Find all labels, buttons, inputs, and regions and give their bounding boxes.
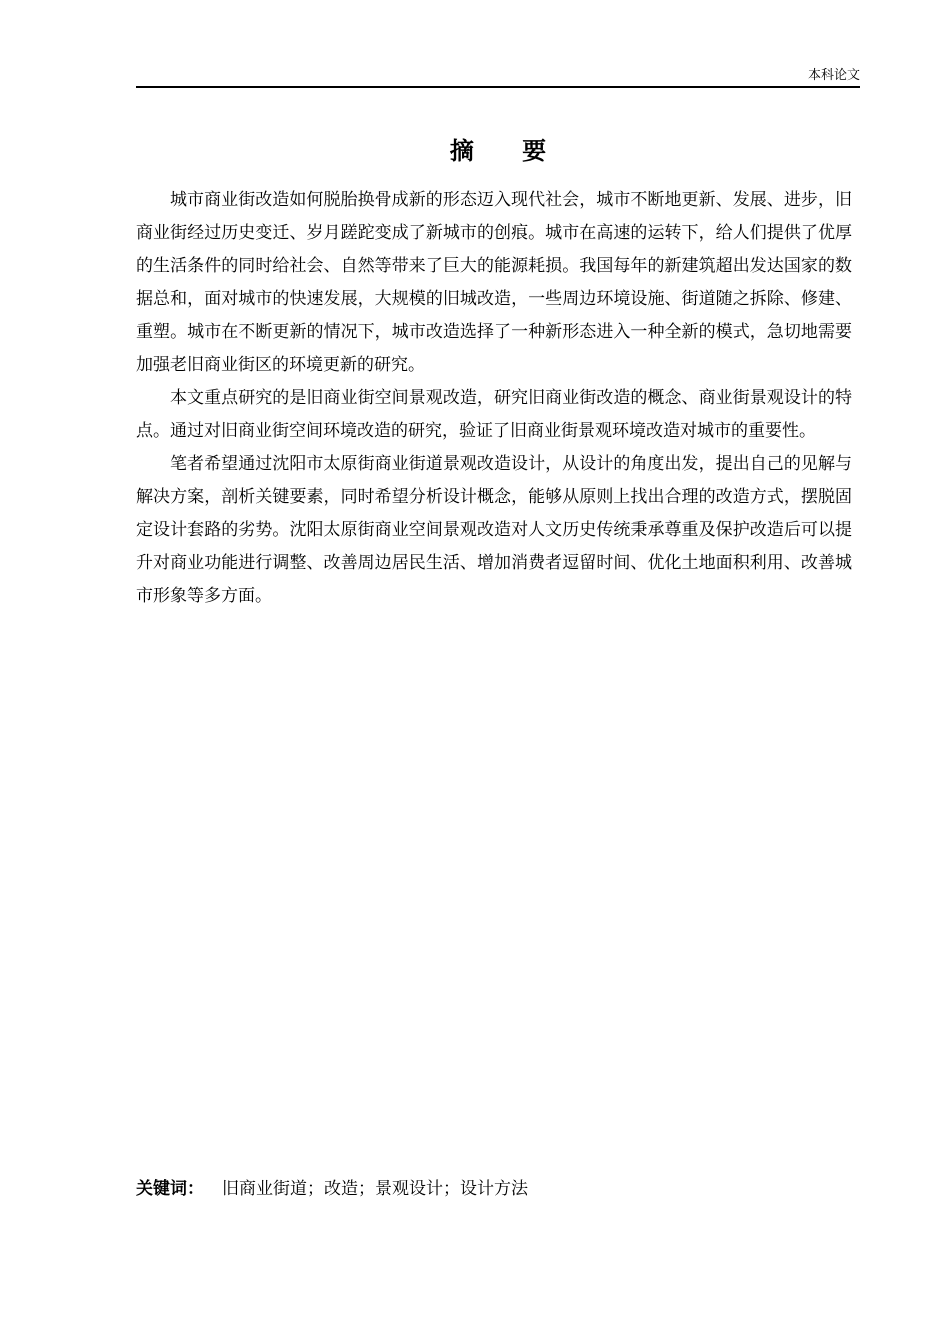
abstract-paragraph-1: 城市商业街改造如何脱胎换骨成新的形态迈入现代社会，城市不断地更新、发展、进步，旧商业街经过历史变迁、岁月蹉跎变成了新城市的创痕。城市在高速的运转下，给人们提供了优厚的生活条件的同时给社会、自然等带来了巨大的能源耗损。我国每年的新建筑超出发达国家的数据总和，面对城市的快速发展，大规模的旧城改造，一些周边环境设施、街道随之拆除、修建、重塑。城市在不断更新的情况下，城市改造选择了一种新形态进入一种全新的模式，急切地需要加强老旧商业街区的环境更新的研究。	[136, 190, 852, 375]
page-title: 摘 要	[449, 137, 567, 165]
header-label: 本科论文	[807, 68, 860, 83]
keywords-value: 旧商业街道；改造；景观设计；设计方法	[222, 1179, 528, 1199]
keywords-line	[136, 1176, 852, 1202]
abstract-body	[136, 184, 852, 613]
abstract-paragraph-3: 笔者希望通过沈阳市太原街商业街道景观改造设计，从设计的角度出发，提出自己的见解与解决方案，剖析关键要素，同时希望分析设计概念，能够从原则上找出合理的改造方式，摆脱固定设计套路的劣势。沈阳太原街商业空间景观改造对人文历史传统秉承尊重及保护改造后可以提升对商业功能进行调整、改善周边居民生活、增加消费者逗留时间、优化土地面积利用、改善城市形象等多方面。	[136, 454, 852, 606]
header-rule	[136, 86, 860, 88]
keywords-label: 关键词：	[136, 1179, 204, 1199]
abstract-paragraph-2: 本文重点研究的是旧商业街空间景观改造，研究旧商业街改造的概念、商业街景观设计的特点。通过对旧商业街空间环境改造的研究，验证了旧商业街景观环境改造对城市的重要性。	[136, 388, 852, 441]
